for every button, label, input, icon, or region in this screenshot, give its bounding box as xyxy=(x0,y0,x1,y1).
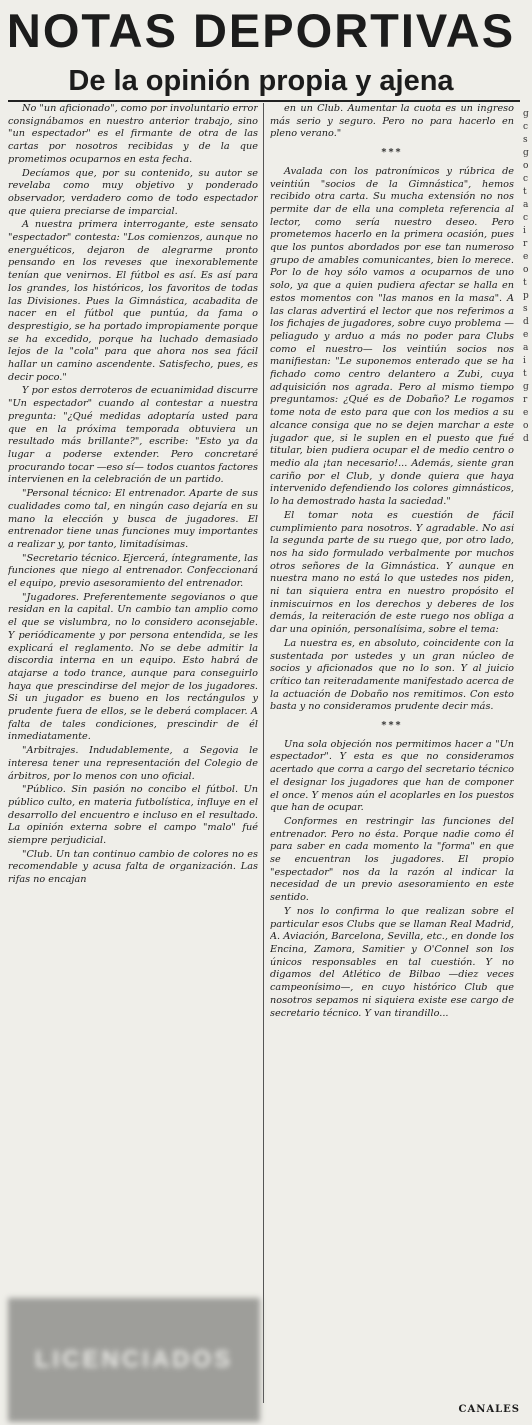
blurred-advertisement xyxy=(8,1298,260,1422)
section-separator: *** xyxy=(381,147,403,159)
paragraph: "Jugadores. Preferentemente segovianos o que residan en la capital. Un cambio tan amplio como el que se vislumbra, no lo considero aconsejable. Y periódicamente y por persona entendida, se les explicará el reglamento. No se debe admitir la discordia interna en un equipo. Esto habrá de atajarse a todo trance, aunque para conseguirlo haya que prescindirse del mejor de los jugadores. Si un jugador es bueno en los rectángulos y prudente fuera de ellos, se le deberá complacer. A falta de tales condiciones, prescindir de él inmediatamente. xyxy=(8,591,258,743)
column-divider xyxy=(263,103,264,1403)
paragraph: Avalada con los patronímicos y rúbrica de veintiún "socios de la Gimnástica", hemos recibido otra carta. Su mucha extensión no nos permite dar de ella una completa referencia al lector, como sería nuestro deseo. Pero prometemos hacerlo en la primera ocasión, pues que los puntos abordados por ese tan numeroso grupo de amables comunicantes, bien lo merece. Por lo de hoy sólo vamos a ocuparnos de uno solo, ya que a quien pudiera afectar se halla en estos momentos con "las manos en la masa". A las claras advertirá el lector que nos referimos a los fichajes de jugadores, sobre cuyo problema —peliagudo y arduo a más no poder para Clubs como el nuestro— los veintiún socios nos manifiestan: "Le suponemos enterado que se ha fichado como centro delantero a Zubi, cuya adquisición nos agrada. Pero al mismo tiempo preguntamos: ¿Qué es de Dobaño? Le rogamos tome nota de esto para que con los medios a su alcance consiga que no se dejen marchar a este jugador que, si le suplen en el puesto que fué titular, bien pudiera ocupar el de medio centro o medio ala ¡tan necesario!... Además, siente gran cariño por el Club, y donde quiera que haya intervenido defendiendo los colores gimnásticos, lo ha demostrado hasta la saciedad." xyxy=(270,165,514,508)
author-signature: CANALES xyxy=(458,1404,520,1415)
paragraph: La nuestra es, en absoluto, coincidente con la sustentada por ustedes y un gran núcleo de socios y aficionados que no lo son. Y al juicio crítico tan reiteradamente manifestado acerca de la actuación de Dobaño nos remitimos. Con esto basta y no consideramos prudente decir más. xyxy=(270,637,514,713)
paragraph: Decíamos que, por su contenido, su autor se revelaba como muy objetivo y ponderado observador, verdadero como de todo espectador que quiera preciarse de imparcial. xyxy=(8,167,258,217)
paragraph: "Club. Un tan continuo cambio de colores no es recomendable y acusa falta de organización. Las rifas no encajan xyxy=(8,848,258,886)
paragraph: "Secretario técnico. Ejercerá, íntegramente, las funciones que niego al entrenador. Confeccionará el equipo, previo asesoramiento del entrenador. xyxy=(8,552,258,590)
paragraph: Conformes en restringir las funciones del entrenador. Pero no ésta. Porque nadie como él para saber en cada momento la "forma" en que se encuentran los jugadores. El propio "espectador" nos da la razón al indicar la necesidad de un previo asesoramiento en este sentido. xyxy=(270,815,514,904)
advertisement-text: LICENCIADOS xyxy=(34,1346,234,1373)
article-column-right xyxy=(270,103,514,1403)
paragraph: A nuestra primera interrogante, este sensato "espectador" contesta: "Los comienzos, aunque no energuéticos, dejaron de alegrarme pronto pensando en los reveses que inexorablemente tenían que venirnos. El fútbol es así. Es así para los grandes, los históricos, los favoritos de todas las Divisiones. Pues la Gimnástica, acabadita de nacer en el fútbol que puntúa, da fama o desprestigio, se ha portado impropiamente porque se ha excedido, porque ha luchado demasiado lejos de la "cola" para que ahora nos sea fácil hallar un camino ascendente. Satisfecho, pues, es decir poco." xyxy=(8,219,258,383)
paragraph: Y nos lo confirma lo que realizan sobre el particular esos Clubs que se llaman Real Madrid, A. Aviación, Barcelona, Sevilla, etc., en donde los Encina, Zamora, Samitier y O'Connel son los únicos responsables en tal cuestión. Y no digamos del Atlético de Bilbao —diez veces campeonísimo—, en cuyo histórico Club que nosotros sepamos ni siquiera existe ese cargo de secretario técnico. Y van tirandillo... xyxy=(270,905,514,1019)
article-headline: De la opinión propia y ajena xyxy=(68,65,454,97)
paragraph: No "un aficionado", como por involuntario error consignábamos en nuestro anterior trabajo, sino "un espectador" es el firmante de otra de las cartas por nosotros recibidas y de la que prometimos ocuparnos en esta fecha. xyxy=(8,103,258,165)
article-column-left xyxy=(8,103,258,1293)
paragraph: Una sola objeción nos permitimos hacer a "Un espectador". Y esta es que no consideramos acertado que corra a cargo del secretario técnico el designar los jugadores que han de componer el once. Y menos aún el acoplarles en los puestos que han de ocupar. xyxy=(270,738,514,814)
paragraph: en un Club. Aumentar la cuota es un ingreso más serio y seguro. Pero no para hacerlo en pleno verano." xyxy=(270,103,514,140)
paragraph: "Arbitrajes. Indudablemente, a Segovia le interesa tener una representación del Colegio de árbitros, por lo menos con uno oficial. xyxy=(8,745,258,782)
header-rule xyxy=(8,100,520,102)
page-title: NOTAS DEPORTIVAS xyxy=(6,4,516,57)
section-separator: *** xyxy=(381,720,403,732)
paragraph: "Público. Sin pasión no concibo el fútbol. Un público culto, en materia futbolística, influye en el desarrollo del encuentro e incluso en el resultado. La opinión externa sobre el campo "malo" fué siempre perjudicial. xyxy=(8,784,258,847)
paragraph: Y por estos derroteros de ecuanimidad discurre "Un espectador" cuando al contestar a nuestra pregunta: "¿Qué medidas adoptaría usted para que en la próxima temporada obtuviera un resultado más brillante?", escribe: "Esto ya da lugar a poderse extender. Pero concretaré procurando tocar —eso sí— todos cuantos factores intervienen en la celebración de un partido. xyxy=(8,385,258,486)
paragraph: El tomar nota es cuestión de fácil cumplimiento para nosotros. Y agradable. No así la segunda parte de su ruego que, por otro lado, nos ha sido formulado verbalmente por muchos otros señores de la Gimnástica. Y aunque en nuestra mano no está lo que ustedes nos piden, ni tan siquiera entra en nuestro propósito el inmiscuirnos en los derechos y deberes de los demás, la reiteración de este ruego nos obliga a dar una opinión, personalísima, sobre el tema: xyxy=(270,509,514,636)
paragraph: "Personal técnico: El entrenador. Aparte de sus cualidades como tal, en ningún caso dejaría en su mano la elección y busca de jugadores. El entrenador tiene unas funciones muy importantes a realizar y, por tanto, limitadísimas. xyxy=(8,488,258,550)
adjacent-column-fragment: g c s g o c t a c i r e o t p s d e a i t g r e o d xyxy=(523,109,529,444)
